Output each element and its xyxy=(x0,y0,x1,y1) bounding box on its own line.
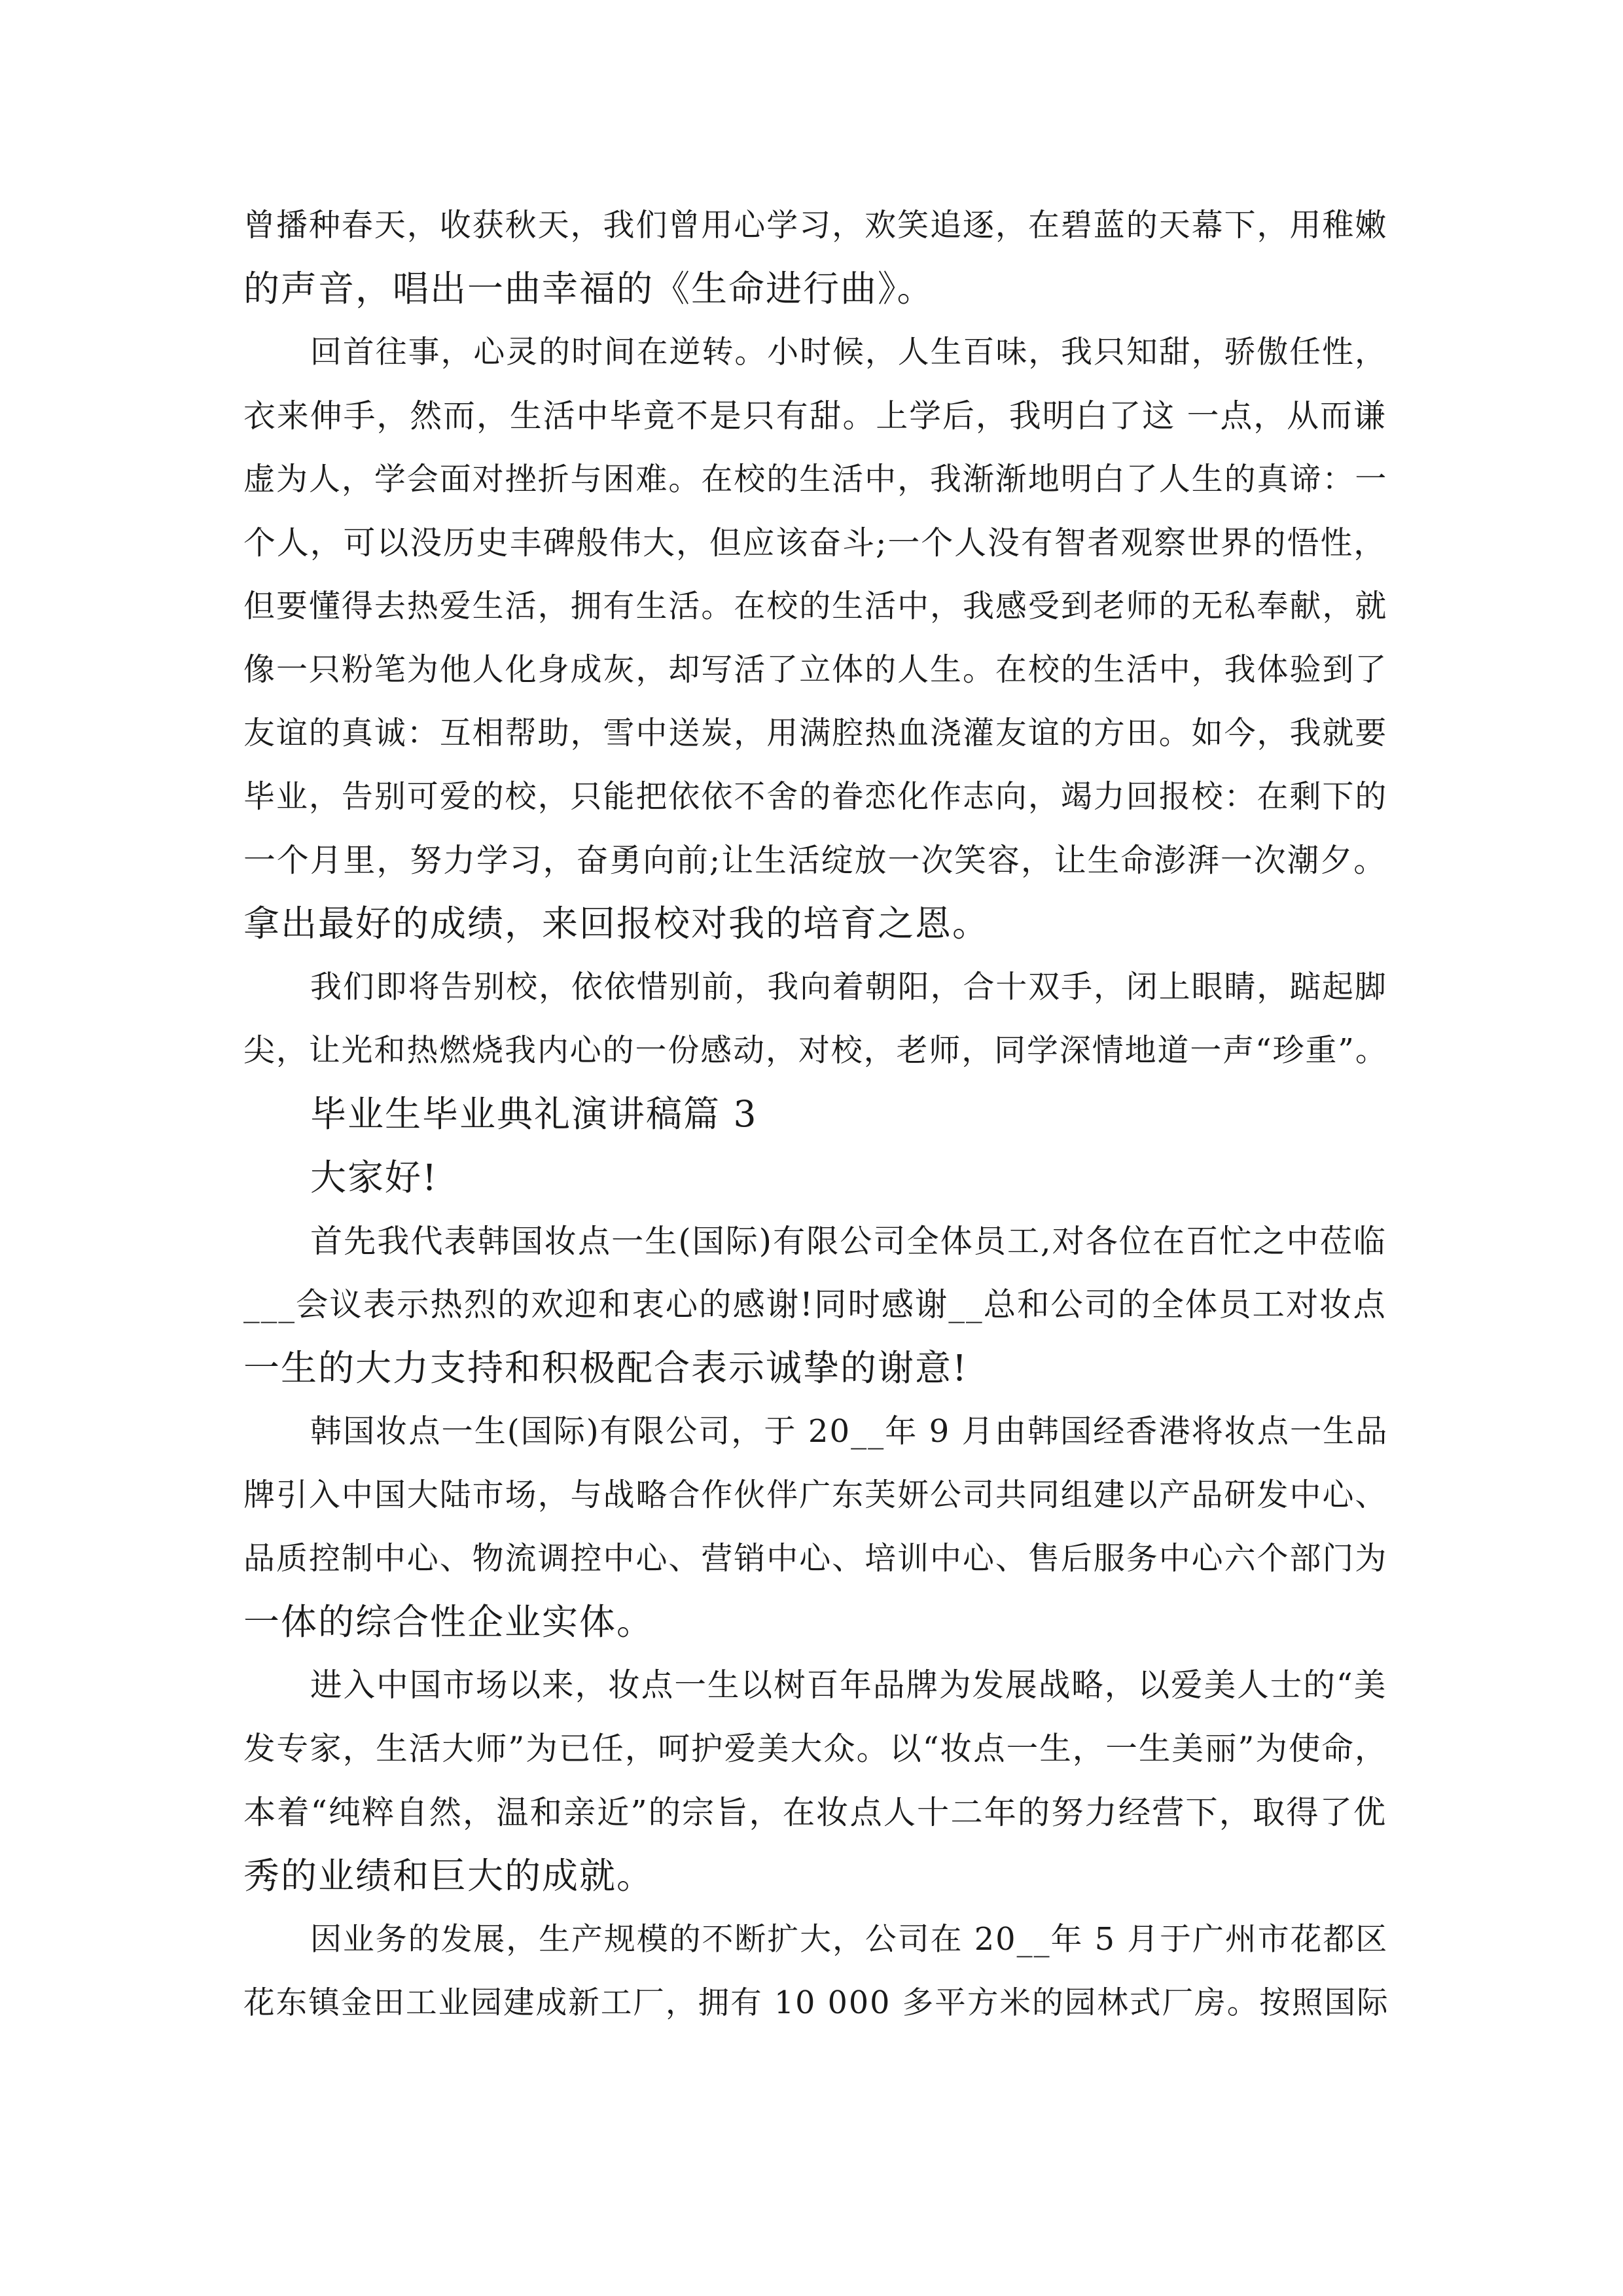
text-line: 虚为人，学会面对挫折与困难。在校的生活中，我渐渐地明白了人生的真谛：一 xyxy=(243,461,1388,497)
text-line: 牌引入中国大陆市场，与战略合作伙伴广东芙妍公司共同组建以产品研发中心、 xyxy=(243,1477,1388,1513)
text-line: 韩国妆点一生(国际)有限公司，于 20__年 9 月由韩国经香港将妆点一生品 xyxy=(310,1413,1389,1450)
text-line: 回首往事，心灵的时间在逆转。小时候，人生百味，我只知甜，骄傲任性， xyxy=(310,334,1387,370)
text-line: 友谊的真诚：互相帮助，雪中送炭，用满腔热血浇灌友谊的方田。如今，我就要 xyxy=(243,715,1388,751)
document-body xyxy=(243,194,1389,2035)
text-line: 拿出最好的成绩，来回报校对我的培育之恩。 xyxy=(243,903,990,944)
text-line: 但要懂得去热爱生活，拥有生活。在校的生活中，我感受到老师的无私奉献，就 xyxy=(243,588,1388,624)
text-line: 品质控制中心、物流调控中心、营销中心、培训中心、售后服务中心六个部门为 xyxy=(243,1540,1388,1577)
text-line: 一生的大力支持和积极配合表示诚挚的谢意! xyxy=(243,1347,969,1389)
text-line: 曾播种春天，收获秋天，我们曾用心学习，欢笑追逐，在碧蓝的天幕下，用稚嫩 xyxy=(243,207,1388,243)
text-line: 像一只粉笔为他人化身成灰，却写活了立体的人生。在校的生活中，我体验到了 xyxy=(243,651,1388,688)
text-line: 因业务的发展，生产规模的不断扩大，公司在 20__年 5 月于广州市花都区 xyxy=(310,1922,1389,1958)
text-line: 毕业，告别可爱的校，只能把依依不舍的眷恋化作志向，竭力回报校：在剩下的 xyxy=(243,778,1388,815)
text-line: 大家好! xyxy=(310,1157,438,1198)
text-line: 发专家，生活大师”为已任，呵护爱美大众。以“妆点一生，一生美丽”为使命， xyxy=(243,1731,1388,1767)
text-line: 尖，让光和热燃烧我内心的一份感动，对校，老师，同学深情地道一声“珍重”。 xyxy=(243,1033,1388,1069)
text-line: 本着“纯粹自然，温和亲近”的宗旨，在妆点人十二年的努力经营下，取得了优 xyxy=(243,1793,1387,1831)
text-line: 首先我代表韩国妆点一生(国际)有限公司全体员工,对各位在百忙之中莅临 xyxy=(310,1222,1387,1260)
text-line: 进入中国市场以来，妆点一生以树百年品牌为发展战略，以爱美人士的“美 xyxy=(310,1667,1387,1704)
text-line: 个人，可以没历史丰碑般伟大，但应该奋斗;一个人没有智者观察世界的悟性， xyxy=(243,524,1387,562)
text-line: 一个月里，努力学习，奋勇向前;让生活绽放一次笑容，让生命澎湃一次潮夕。 xyxy=(243,842,1387,879)
text-line: 的声音，唱出一曲幸福的《生命进行曲》。 xyxy=(243,268,935,310)
text-line: 秀的业绩和巨大的成就。 xyxy=(243,1855,654,1897)
text-line: 花东镇金田工业园建成新工厂，拥有 10 000 多平方米的园林式厂房。按照国际 xyxy=(243,1985,1389,2021)
text-line: 毕业生毕业典礼演讲稿篇 3 xyxy=(310,1093,758,1135)
text-line: 我们即将告别校，依依惜别前，我向着朝阳，合十双手，闭上眼睛，踮起脚 xyxy=(310,969,1387,1005)
text-line: 衣来伸手，然而，生活中毕竟不是只有甜。上学后，我明白了这 一点，从而谦 xyxy=(243,397,1387,435)
text-line: 一体的综合性企业实体。 xyxy=(243,1601,654,1643)
text-line: ___会议表示热烈的欢迎和衷心的感谢!同时感谢__总和公司的全体员工对妆点 xyxy=(243,1285,1387,1323)
